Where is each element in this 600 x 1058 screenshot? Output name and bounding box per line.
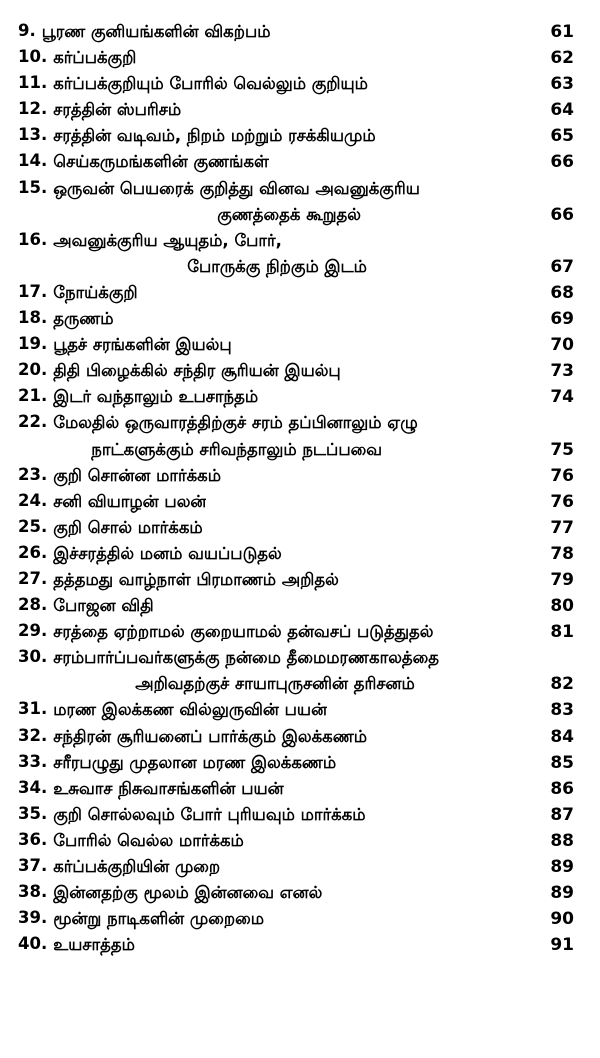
entry-body bbox=[53, 697, 574, 723]
entry-title: நாட்களுக்கும் சரிவந்தாலும் நடப்பவை bbox=[91, 439, 383, 459]
entry-title: கர்ப்பக்குறியும் போரில் வெல்லும் குறியும் bbox=[53, 74, 368, 94]
entry-line bbox=[53, 697, 574, 723]
entry-line bbox=[53, 541, 574, 567]
toc-entry bbox=[18, 176, 574, 228]
page-number: 77 bbox=[550, 517, 574, 538]
entry-line bbox=[53, 332, 574, 358]
entry-number: 17. bbox=[18, 281, 48, 301]
toc-entry bbox=[18, 880, 574, 906]
entry-line bbox=[53, 123, 574, 149]
entry-line bbox=[53, 776, 574, 802]
entry-title: திதி பிழைக்கில் சந்திர சூரியன் இயல்பு bbox=[53, 361, 341, 381]
entry-body bbox=[53, 463, 574, 489]
toc-entry bbox=[18, 123, 574, 149]
page-number: 88 bbox=[550, 830, 574, 851]
entry-number: 10. bbox=[18, 47, 48, 67]
entry-body bbox=[53, 228, 574, 280]
toc-entry bbox=[18, 697, 574, 723]
toc-entry bbox=[18, 45, 574, 71]
toc-entry bbox=[18, 932, 574, 958]
toc-entry bbox=[18, 306, 574, 332]
page-number: 85 bbox=[550, 752, 574, 773]
entry-number: 33. bbox=[18, 751, 48, 771]
entry-line bbox=[53, 489, 574, 515]
entry-title: இச்சரத்தில் மனம் வயப்படுதல் bbox=[53, 543, 282, 563]
entry-line bbox=[53, 619, 574, 645]
entry-body bbox=[53, 280, 574, 306]
entry-line bbox=[53, 358, 574, 384]
entry-title: ஒருவன் பெயரைக் குறித்து வினவ அவனுக்குரிய bbox=[53, 178, 420, 198]
toc-entry bbox=[18, 854, 574, 880]
entry-number: 38. bbox=[18, 882, 48, 902]
toc-entry bbox=[18, 645, 574, 697]
page-number: 64 bbox=[550, 100, 574, 121]
entry-body bbox=[53, 880, 574, 906]
entry-body bbox=[53, 306, 574, 332]
entry-body bbox=[53, 906, 574, 932]
entry-line bbox=[53, 410, 574, 436]
page-number: 79 bbox=[550, 569, 574, 590]
entry-line bbox=[53, 906, 574, 932]
entry-number: 15. bbox=[18, 177, 48, 197]
entry-title: குறி சொன்ன மார்க்கம் bbox=[53, 465, 221, 485]
page-number: 86 bbox=[550, 778, 574, 799]
entry-line bbox=[53, 828, 574, 854]
entry-body bbox=[53, 750, 574, 776]
entry-number: 11. bbox=[18, 73, 48, 93]
entry-body bbox=[53, 541, 574, 567]
page-number: 66 bbox=[550, 152, 574, 173]
entry-body bbox=[53, 97, 574, 123]
page-number: 87 bbox=[550, 804, 574, 825]
entry-line bbox=[53, 567, 574, 593]
entry-number: 19. bbox=[18, 334, 48, 354]
entry-title: குறி சொல்லவும் போர் புரியவும் மார்க்கம் bbox=[53, 804, 366, 824]
page-number: 74 bbox=[550, 387, 574, 408]
toc-entry bbox=[18, 802, 574, 828]
entry-title: சரத்தை ஏற்றாமல் குறையாமல் தன்வசப் படுத்துதல் bbox=[53, 622, 434, 642]
entry-body bbox=[53, 176, 574, 228]
entry-title: உயசாத்தம் bbox=[53, 935, 135, 955]
entry-title: சரத்தின் வடிவம், நிறம் மற்றும் ரசக்கியமும் bbox=[53, 126, 376, 146]
entry-title: மேலதில் ஒருவாரத்திற்குச் சரம் தப்பினாலும் ஏழு bbox=[53, 413, 418, 433]
entry-title: நோய்க்குறி bbox=[53, 282, 138, 302]
entry-line bbox=[53, 463, 574, 489]
entry-title: இன்னதற்கு மூலம் இன்னவை எனல் bbox=[53, 883, 323, 903]
entry-number: 22. bbox=[18, 412, 48, 432]
entry-body bbox=[53, 854, 574, 880]
entry-number: 12. bbox=[18, 99, 48, 119]
page-number: 63 bbox=[550, 74, 574, 95]
entry-title: மூன்று நாடிகளின் முறைமை bbox=[53, 909, 264, 929]
entry-title: குணத்தைக் கூறுதல் bbox=[217, 204, 361, 224]
entry-number: 40. bbox=[18, 934, 48, 954]
entry-number: 29. bbox=[18, 621, 48, 641]
entry-title: சரம்பார்ப்பவர்களுக்கு நன்மை தீமைமரணகாலத்தை bbox=[53, 648, 440, 668]
page-number: 91 bbox=[550, 935, 574, 956]
entry-body bbox=[53, 619, 574, 645]
toc-entry bbox=[18, 541, 574, 567]
entry-number: 32. bbox=[18, 725, 48, 745]
page-number: 78 bbox=[550, 543, 574, 564]
entry-body bbox=[53, 45, 574, 71]
entry-number: 26. bbox=[18, 542, 48, 562]
page-number: 61 bbox=[550, 22, 574, 42]
entry-line bbox=[53, 880, 574, 906]
page-number: 66 bbox=[550, 204, 574, 225]
entry-body bbox=[53, 149, 574, 175]
entry-body bbox=[53, 515, 574, 541]
toc-entry bbox=[18, 228, 574, 280]
entry-body bbox=[53, 384, 574, 410]
toc-entry bbox=[18, 593, 574, 619]
toc-entry bbox=[18, 567, 574, 593]
entry-number: 16. bbox=[18, 229, 48, 249]
entry-title: கர்ப்பக்குறி bbox=[53, 48, 137, 68]
entry-number: 18. bbox=[18, 308, 48, 328]
page-number: 76 bbox=[550, 465, 574, 486]
entry-body bbox=[53, 358, 574, 384]
entry-title: குறி சொல் மார்க்கம் bbox=[53, 517, 203, 537]
entry-number: 20. bbox=[18, 360, 48, 380]
toc-entry bbox=[18, 97, 574, 123]
toc-entry bbox=[18, 906, 574, 932]
entry-body bbox=[53, 593, 574, 619]
entry-number: 35. bbox=[18, 803, 48, 823]
entry-number: 28. bbox=[18, 595, 48, 615]
entry-number: 37. bbox=[18, 856, 48, 875]
entry-number: 27. bbox=[18, 568, 48, 588]
toc-entry bbox=[18, 149, 574, 175]
entry-line bbox=[53, 750, 574, 776]
entry-body bbox=[53, 645, 574, 697]
entry-number: 9. bbox=[18, 21, 36, 40]
entry-line bbox=[53, 515, 574, 541]
entry-number: 14. bbox=[18, 151, 48, 171]
entry-line bbox=[53, 854, 574, 880]
page-number: 68 bbox=[550, 282, 574, 303]
entry-number: 13. bbox=[18, 125, 48, 145]
entry-line bbox=[53, 97, 574, 123]
entry-title: மரண இலக்கண வில்லுருவின் பயன் bbox=[53, 700, 328, 720]
entry-title: இடர் வந்தாலும் உபசாந்தம் bbox=[53, 387, 259, 407]
page-number: 67 bbox=[550, 256, 574, 277]
entry-line bbox=[53, 645, 574, 671]
toc-entry bbox=[18, 828, 574, 854]
page-number: 81 bbox=[550, 622, 574, 643]
page-number: 62 bbox=[550, 48, 574, 69]
entry-title: அவனுக்குரிய ஆயுதம், போர், bbox=[53, 230, 282, 250]
toc-entry bbox=[18, 19, 574, 45]
entry-number: 30. bbox=[18, 647, 48, 667]
page-number: 65 bbox=[550, 126, 574, 147]
entry-number: 25. bbox=[18, 516, 48, 536]
page-number: 76 bbox=[550, 491, 574, 512]
entry-title: பூதச் சரங்களின் இயல்பு bbox=[53, 335, 232, 355]
entry-title: கர்ப்பக்குறியின் முறை bbox=[53, 857, 221, 876]
page-number: 89 bbox=[550, 883, 574, 904]
entry-body bbox=[53, 567, 574, 593]
entry-body bbox=[53, 410, 574, 462]
entry-line bbox=[53, 437, 574, 463]
entry-title: அறிவதற்குச் சாயாபுருசனின் தரிசனம் bbox=[135, 674, 415, 694]
entry-body bbox=[53, 123, 574, 149]
toc-entry bbox=[18, 384, 574, 410]
entry-title: சந்திரன் சூரியனைப் பார்க்கும் இலக்கணம் bbox=[53, 726, 367, 746]
entry-line bbox=[53, 384, 574, 410]
page-number: 82 bbox=[550, 674, 574, 695]
entry-line bbox=[53, 802, 574, 828]
entry-title: போஜன விதி bbox=[53, 596, 154, 616]
entry-line bbox=[53, 202, 574, 228]
entry-title: பூரண குனியங்களின் விகற்பம் bbox=[41, 22, 271, 41]
page-number: 70 bbox=[550, 335, 574, 356]
entry-line bbox=[53, 724, 574, 750]
entry-body bbox=[53, 724, 574, 750]
entry-line bbox=[42, 19, 574, 45]
entry-title: போரில் வெல்ல மார்க்கம் bbox=[53, 830, 244, 850]
entry-body bbox=[53, 776, 574, 802]
entry-title: உசுவாச நிசுவாசங்களின் பயன் bbox=[53, 778, 284, 798]
entry-number: 21. bbox=[18, 386, 48, 406]
entry-body bbox=[53, 71, 574, 97]
entry-body bbox=[53, 932, 574, 958]
toc-entry bbox=[18, 750, 574, 776]
entry-title: சரத்தின் ஸ்பரிசம் bbox=[53, 100, 182, 120]
toc-entry bbox=[18, 515, 574, 541]
entry-line bbox=[53, 671, 574, 697]
page-number: 80 bbox=[550, 596, 574, 617]
toc-entry bbox=[18, 280, 574, 306]
entry-line bbox=[53, 306, 574, 332]
entry-number: 34. bbox=[18, 777, 48, 797]
entry-number: 36. bbox=[18, 829, 48, 849]
page-number: 89 bbox=[550, 857, 574, 877]
toc-entry bbox=[18, 410, 574, 462]
entry-body bbox=[53, 828, 574, 854]
entry-body bbox=[53, 332, 574, 358]
entry-number: 31. bbox=[18, 699, 48, 719]
page-number: 73 bbox=[550, 361, 574, 382]
entry-line bbox=[53, 149, 574, 175]
toc-entry bbox=[18, 358, 574, 384]
page-number: 75 bbox=[550, 439, 574, 460]
entry-title: தத்தமது வாழ்நாள் பிரமாணம் அறிதல் bbox=[53, 569, 339, 589]
entry-number: 39. bbox=[18, 908, 48, 928]
entry-line bbox=[53, 593, 574, 619]
entry-body bbox=[42, 19, 574, 45]
entry-title: போருக்கு நிற்கும் இடம் bbox=[187, 256, 367, 276]
entry-title: சரீரபழுது முதலான மரண இலக்கணம் bbox=[53, 752, 337, 772]
page-number: 69 bbox=[550, 309, 574, 330]
entry-line bbox=[53, 45, 574, 71]
entry-line bbox=[53, 228, 574, 254]
entry-line bbox=[53, 280, 574, 306]
toc-entry bbox=[18, 463, 574, 489]
entry-title: சனி வியாழன் பலன் bbox=[53, 491, 207, 511]
page-number: 90 bbox=[550, 909, 574, 930]
toc-entry bbox=[18, 71, 574, 97]
toc-entry bbox=[18, 332, 574, 358]
entry-title: தருணம் bbox=[53, 309, 114, 329]
entry-line bbox=[53, 71, 574, 97]
entry-title: செய்கருமங்களின் குணங்கள் bbox=[53, 152, 269, 172]
toc-entry bbox=[18, 724, 574, 750]
toc-entry bbox=[18, 619, 574, 645]
toc-entry bbox=[18, 489, 574, 515]
entry-number: 23. bbox=[18, 464, 48, 484]
page-number: 84 bbox=[550, 726, 574, 747]
entry-body bbox=[53, 802, 574, 828]
toc-entry bbox=[18, 776, 574, 802]
entry-line bbox=[53, 176, 574, 202]
page-number: 83 bbox=[550, 700, 574, 721]
entry-number: 24. bbox=[18, 490, 48, 510]
entry-line bbox=[53, 932, 574, 958]
entry-body bbox=[53, 489, 574, 515]
entry-line bbox=[53, 254, 574, 280]
